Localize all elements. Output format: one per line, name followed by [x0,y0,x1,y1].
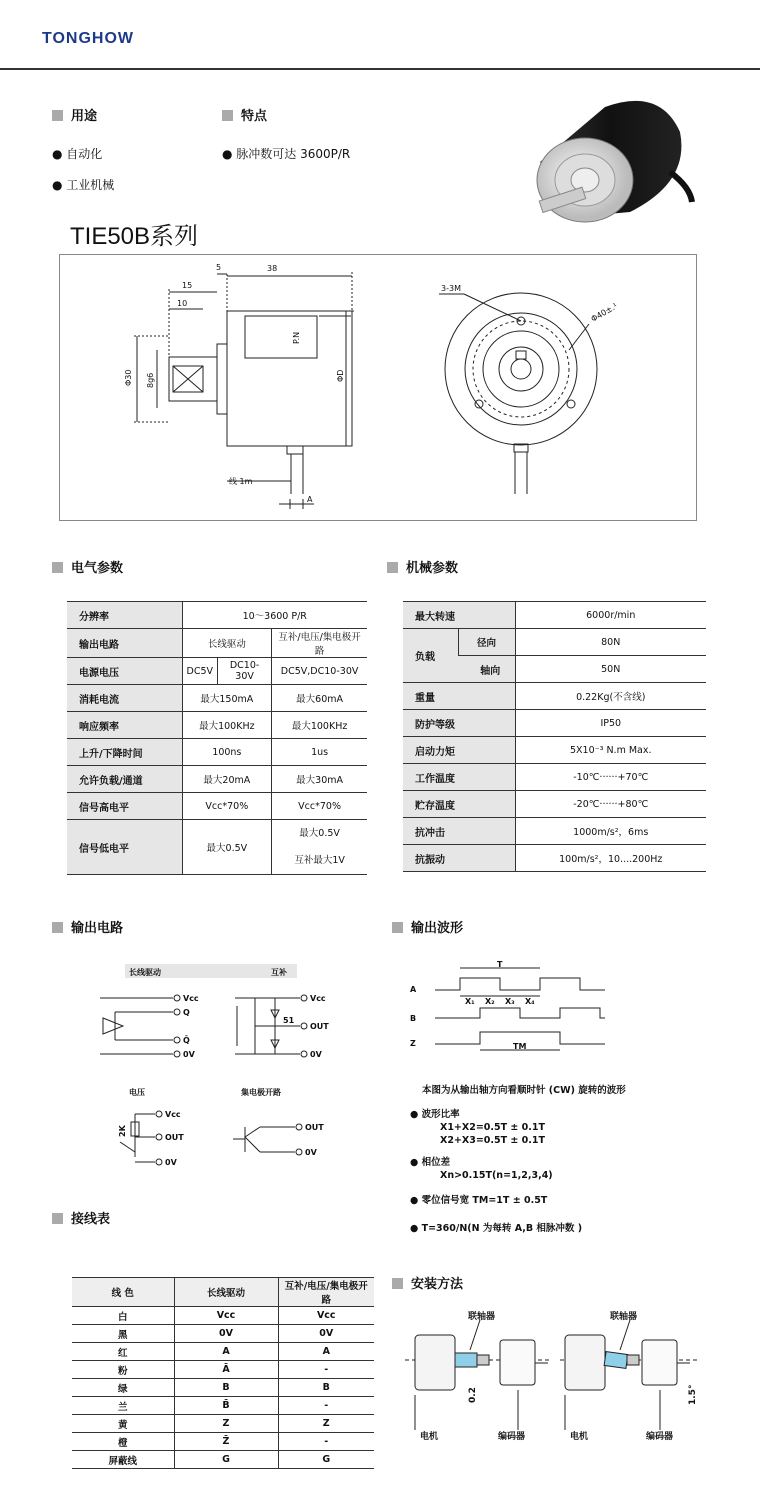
column-header: 线 色 [72,1278,174,1307]
param-value: 长线驱动 [182,629,272,658]
circuit-label: OUT [165,1133,184,1142]
param-name: 最大转速 [403,602,515,629]
param-value: 最大0.5V [182,820,272,875]
circuit-title: 集电极开路 [241,1088,281,1097]
column-header: 互补/电压/集电极开路 [278,1278,374,1307]
wire-signal: Z [278,1415,374,1433]
wire-color: 兰 [72,1397,174,1415]
note-title: T=360/N(N 为每转 A,B 相脉冲数 ) [421,1223,583,1234]
install-label: 电机 [420,1432,439,1442]
circuit-label: Vcc [165,1110,181,1119]
install-label: 联轴器 [610,1312,638,1322]
wire-color: 黑 [72,1325,174,1343]
param-name: 重量 [403,683,515,710]
note-title: 相位差 [421,1157,451,1168]
wire-signal: - [278,1361,374,1379]
table-row [403,629,706,656]
table-row [67,820,367,875]
wave-label: X₃ [505,997,515,1006]
param-subname: 轴向 [458,656,515,683]
header-rule [0,68,760,70]
wire-signal: A [278,1343,374,1361]
circuit-title: 互补 [271,968,287,977]
square-icon [387,562,398,573]
dim-label: Φ40±.¹ [589,301,620,324]
section-mechanical [387,557,458,576]
circuit-label: Vcc [310,994,326,1003]
wire-signal: Vcc [278,1307,374,1325]
param-value: 10～3600 P/R [182,602,367,629]
note-title: 波形比率 [421,1109,460,1120]
param-value: DC10-30V [218,658,272,685]
wire-signal: G [174,1451,278,1469]
wave-channel: Z [410,1039,416,1048]
wire-signal: Z [174,1415,278,1433]
param-name: 上升/下降时间 [67,739,182,766]
dim-label: Φ30 [124,369,133,386]
wire-color: 粉 [72,1361,174,1379]
wire-color: 红 [72,1343,174,1361]
param-name: 工作温度 [403,764,515,791]
section-mechanical-title: 机械参数 [406,561,459,576]
wire-color: 白 [72,1307,174,1325]
wire-color: 橙 [72,1433,174,1451]
param-value-line: 互补最大1V [294,855,345,866]
wiring-table [72,1277,374,1469]
square-icon [52,562,63,573]
param-value: 5X10⁻³ N.m Max. [515,737,706,764]
circuit-label: Vcc [183,994,199,1003]
table-row [72,1415,374,1433]
param-name: 分辨率 [67,602,182,629]
param-value: 0.22Kg(不含线) [515,683,706,710]
column-header: 长线驱动 [174,1278,278,1307]
table-row [403,710,706,737]
param-name: 允许负载/通道 [67,766,182,793]
wave-label: X₄ [525,997,535,1006]
param-value: 50N [515,656,706,683]
feature-item: ● 脉冲数可达 3600P/R [222,147,351,161]
table-row [72,1451,374,1469]
table-row [403,602,706,629]
table-row [72,1379,374,1397]
param-value: DC5V,DC10-30V [272,658,367,685]
install-dim: 1.5° [688,1384,698,1405]
table-row [72,1361,374,1379]
circuit-label: 0V [310,1050,322,1059]
square-icon [52,1213,63,1224]
circuit-label: 2K [118,1125,127,1137]
param-name: 输出电路 [67,629,182,658]
param-name: 信号高电平 [67,793,182,820]
wire-color: 屏蔽线 [72,1451,174,1469]
square-icon [392,1278,403,1289]
note-line: Xn>0.15T(n=1,2,3,4) [440,1170,553,1181]
section-output-circuit-title: 输出电路 [71,921,124,936]
param-name: 消耗电流 [67,685,182,712]
table-row [72,1307,374,1325]
wave-label: X₁ [465,997,475,1006]
param-value: 互补/电压/集电极开路 [272,629,367,658]
table-row [72,1397,374,1415]
param-value [272,820,367,875]
table-row [403,818,706,845]
section-electrical-title: 电气参数 [71,561,124,576]
dim-label: 38 [267,264,278,273]
param-name: 抗冲击 [403,818,515,845]
table-row [72,1343,374,1361]
waveform-note: ● 相位差 Xn>0.15T(n=1,2,3,4) [410,1157,553,1181]
dim-label: 15 [182,281,193,290]
table-row [67,766,367,793]
wire-color: 绿 [72,1379,174,1397]
table-row [403,737,706,764]
table-row [403,764,706,791]
dim-label: 3-3M [441,284,461,293]
circuit-label: Q̄ [183,1036,190,1045]
install-label: 联轴器 [468,1312,496,1322]
param-value: 1000m/s²，6ms [515,818,706,845]
install-dim: 0.2 [468,1387,478,1403]
dim-label: 10 [177,299,188,308]
use-item-label: 工业机械 [66,178,115,192]
param-value: 100ns [182,739,272,766]
param-name: 抗振动 [403,845,515,872]
section-output-waveform-title: 输出波形 [411,921,464,936]
note-line: X2+X3=0.5T ± 0.1T [440,1135,545,1146]
param-value: 最大100KHz [182,712,272,739]
param-value: -20℃······+80℃ [515,791,706,818]
wire-signal: - [278,1433,374,1451]
param-name: 贮存温度 [403,791,515,818]
wave-label: T [497,960,503,969]
waveform-note: ● 波形比率 X1+X2=0.5T ± 0.1T X2+X3=0.5T ± 0.1T [410,1109,545,1146]
param-value: 100m/s²，10....200Hz [515,845,706,872]
wire-signal: G [278,1451,374,1469]
dim-label: 5 [216,263,222,272]
wire-signal: B [278,1379,374,1397]
param-value: DC5V [182,658,218,685]
section-wiring [52,1208,110,1227]
param-value: Vcc*70% [182,793,272,820]
waveform-caption: 本图为从输出轴方向看顺时针 (CW) 旋转的波形 [422,1085,626,1096]
circuit-label: 0V [165,1158,177,1167]
dim-label: 8g6 [146,372,155,388]
use-item-label: 自动化 [66,147,103,161]
circuit-title: 长线驱动 [129,968,161,977]
param-value: 最大20mA [182,766,272,793]
section-installation [392,1273,463,1292]
wave-channel: B [410,1014,417,1023]
wire-signal: Vcc [174,1307,278,1325]
wire-color: 黄 [72,1415,174,1433]
dim-label: ΦD [336,369,345,382]
table-row [67,739,367,766]
dim-label: A [307,495,313,504]
param-value-line: 最大0.5V [299,828,340,839]
section-output-waveform [392,917,463,936]
wave-label: TM [513,1042,527,1051]
circuit-title: 电压 [129,1088,145,1097]
param-name: 电源电压 [67,658,182,685]
square-icon [392,922,403,933]
section-electrical [52,557,123,576]
circuit-label: 51 [283,1016,295,1025]
installation-diagram [400,1305,710,1455]
wire-signal: Z̄ [174,1433,278,1451]
dim-label: P.N [292,331,301,344]
table-row [72,1433,374,1451]
circuit-label: OUT [305,1123,324,1132]
output-circuit-diagram [95,962,365,1172]
param-name: 负载 [403,629,458,683]
table-row [67,658,367,685]
param-value: 1us [272,739,367,766]
wave-label: X₂ [485,997,495,1006]
circuit-label: OUT [310,1022,329,1031]
use-item: ● 工业机械 [52,178,115,192]
param-name: 响应频率 [67,712,182,739]
param-value: -10℃······+70℃ [515,764,706,791]
section-wiring-title: 接线表 [71,1212,111,1227]
feature-item-label: 脉冲数可达 3600P/R [236,147,351,161]
install-label: 编码器 [646,1432,674,1442]
wire-signal: B [174,1379,278,1397]
product-photo [520,92,700,242]
param-value: 80N [515,629,706,656]
square-icon [222,110,233,121]
param-value: 6000r/min [515,602,706,629]
note-title: 零位信号宽 TM=1T ± 0.5T [421,1195,548,1206]
table-row [72,1325,374,1343]
install-label: 编码器 [498,1432,526,1442]
use-item: ● 自动化 [52,147,103,161]
wire-signal: A [174,1343,278,1361]
section-features-title: 特点 [241,109,268,124]
wire-signal: Ā [174,1361,278,1379]
section-output-circuit [52,917,123,936]
table-row [67,602,367,629]
circuit-label: 0V [183,1050,195,1059]
circuit-label: Q [183,1008,190,1017]
install-label: 电机 [570,1432,589,1442]
waveform-diagram [405,958,615,1058]
param-subname: 径向 [458,629,515,656]
param-value: 最大150mA [182,685,272,712]
table-header-row [72,1278,374,1307]
param-value: 最大30mA [272,766,367,793]
electrical-table [67,601,367,875]
table-row [403,845,706,872]
section-features [222,105,267,124]
table-row [67,793,367,820]
brand-logo: TONGHOW [42,30,135,47]
wire-signal: 0V [278,1325,374,1343]
param-name: 启动力矩 [403,737,515,764]
section-use-title: 用途 [71,109,98,124]
circuit-label: 0V [305,1148,317,1157]
mechanical-table [403,601,706,872]
table-row [403,791,706,818]
waveform-note: ● 零位信号宽 TM=1T ± 0.5T [410,1195,548,1206]
param-name: 防护等级 [403,710,515,737]
square-icon [52,922,63,933]
section-use [52,105,97,124]
wire-signal: B̄ [174,1397,278,1415]
param-value: IP50 [515,710,706,737]
param-value: Vcc*70% [272,793,367,820]
series-title: TIE50B系列 [70,223,199,250]
param-value: 最大60mA [272,685,367,712]
param-value: 最大100KHz [272,712,367,739]
dim-label: 线 1m [229,477,253,486]
table-row [403,683,706,710]
table-row [67,629,367,658]
note-line: X1+X2=0.5T ± 0.1T [440,1122,545,1133]
dimension-drawing [59,254,697,521]
param-name: 信号低电平 [67,820,182,875]
square-icon [52,110,63,121]
wave-channel: A [410,985,417,994]
wire-signal: 0V [174,1325,278,1343]
section-installation-title: 安装方法 [411,1277,464,1292]
table-row [67,685,367,712]
waveform-note: ● T=360/N(N 为每转 A,B 相脉冲数 ) [410,1223,583,1234]
wire-signal: - [278,1397,374,1415]
table-row [67,712,367,739]
